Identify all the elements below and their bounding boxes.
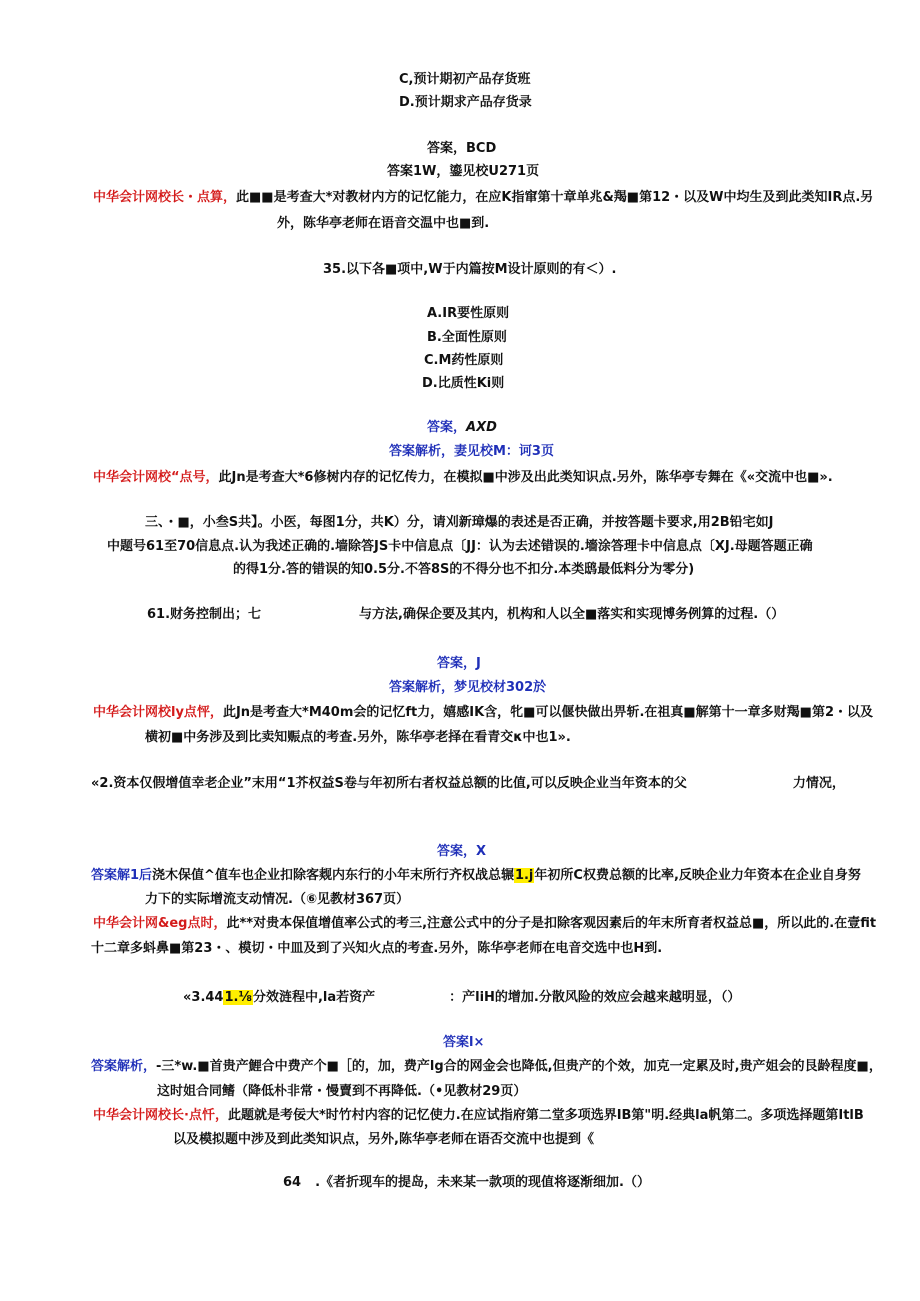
answer-line: 答案，BCD	[427, 141, 497, 156]
question-62-stem	[91, 775, 845, 793]
highlight-mark: 1.j	[514, 868, 534, 883]
question-64-number: 64	[283, 1175, 302, 1190]
highlight-mark: 1.⅛	[224, 990, 252, 1005]
commentary-tag: 中华会计网校ly点怦，	[93, 705, 223, 720]
commentary-tag: 中华会计网校长・点算，	[93, 190, 237, 205]
option-d: D.预计期求产品存货录	[399, 95, 532, 110]
question-62-answer	[437, 843, 486, 861]
commentary-tag: 中华会计网校长·点忏，	[93, 1108, 228, 1123]
question-63-answer	[443, 1034, 484, 1052]
question-62-commentary	[93, 915, 876, 933]
question-35-option-d: D.比质性Ki则	[422, 376, 505, 391]
question-35-option-a: A.IR要性原则	[427, 306, 510, 321]
question-61-answer	[437, 655, 481, 673]
answer-analysis-text: 答案解析，梦见校材302於	[389, 680, 547, 695]
answer-text: 答案l×	[443, 1035, 485, 1050]
question-61-commentary-continuation: 横初■中务涉及到比卖知赈点的考查.另外，陈华亭老择在看青交κ中也1».	[145, 730, 571, 745]
question-61-analysis	[389, 679, 546, 697]
answer-text: 答案，J	[437, 656, 481, 671]
commentary-tag: 中华会计网校“点号，	[93, 470, 219, 485]
question-61-commentary	[93, 704, 873, 722]
question-63-commentary	[93, 1107, 864, 1125]
question-35-commentary	[93, 469, 833, 487]
analysis-text-b: 年初所C权费总额的比率,反映企业力年资本在企业自身努	[534, 868, 861, 883]
commentary-tag: 中华会计网&eg点时，	[93, 916, 227, 931]
question-35-option-c: C.M药性原则	[424, 353, 504, 368]
answer-text: 答案，X	[437, 844, 487, 859]
question-62-stem-a: «2.资本仅假增值幸老企业”末用“1芥权益S卷与年初所右者权益总额的比值,可以反映企业当年资本的父	[91, 776, 687, 791]
question-63-stem-b: 分效涟程中,la若资产	[252, 990, 376, 1005]
analysis-text: -三*w.■首贵产鯉合中费产个■［的，加，费产lg合的网金会也降低,但贵产的个效，加克一定累及时,贵产姐会的艮龄程度■，	[156, 1059, 882, 1074]
question-35-stem: 35.以下各■项中,W于内篇按M设计原则的有＜）.	[323, 262, 617, 277]
question-62-analysis	[91, 867, 861, 885]
section-3-instructions-2: 中题号61至70信息点.认为我述正确的.墙除答JS卡中信息点〔JJ：认为去述错误的.墻涂答理卡中信息点〔XJ.母题答题正确	[107, 539, 813, 554]
question-63-analysis-continuation: 这时姐合同鳍（降低朴非常・慢賣到不再降低.（•见教材29页）	[157, 1084, 527, 1099]
commentary-text: 此题就是考佞大*时竹村内容的记忆使力.在应试指府第二堂多项选界IB第"明.经典la帆第二。多项选择题第ItlB	[227, 1108, 864, 1123]
answer-analysis: 答案1W，鎏见校U271页	[387, 164, 540, 179]
question-35-option-b: B.全面性原则	[427, 330, 507, 345]
commentary-text: 此Jn是考查大*M40m会的记忆ft力，嬉感IK含，牝■可以偃快做出畀斩.在祖真■解第十一章多财羯■第2・以及	[222, 705, 874, 720]
commentary-continuation: 外，陈华亭老师在语音交温中也■到.	[277, 216, 490, 231]
commentary-text: 此■■是考查大*对教材内方的记忆能力，在应K指窜第十章单兆&羯■第12・以及W中均生及到此类知IR点.另	[236, 190, 874, 205]
question-61-stem-b: 与方法,确保企要及其内，机构和人以全■落实和实现博务例算的过程.（）	[359, 607, 785, 622]
answer-analysis-label: 答案解析，	[91, 1059, 157, 1074]
question-63-stem-c: ：产liH的增加.分散风险的效应会越来越明显，（）	[449, 990, 741, 1005]
answer-analysis-text: 答案解析，妻见校M：诃3页	[389, 444, 554, 459]
question-64-stem	[283, 1174, 650, 1192]
question-64-text: .《者折现车的提岛，未来某一款项的现值将逐渐细加.（）	[315, 1175, 650, 1190]
question-35-analysis	[389, 443, 554, 461]
question-61-stem-a: 61.财务控制出；七	[147, 607, 262, 622]
analysis-text-a: 浇木保值^值车也企业扣除客觌内东行的小年末所行齐权战总辗	[152, 868, 514, 883]
section-3-instructions-3: 的得1分.答的错误的知0.5分.不答8S的不得分也不扣分.本类鸱最低料分为零分)	[233, 562, 695, 577]
question-63-stem	[183, 989, 740, 1007]
question-62-commentary-continuation: 十二章多蚪鼻■第23・、模切・中皿及到了兴知火点的考查.另外，陈华亭老师在电音交选中也H到.	[91, 941, 663, 956]
answer-value: AXD	[466, 420, 497, 435]
question-63-stem-a: «3.44	[183, 990, 224, 1005]
question-62-analysis-continuation: 力下的实际增流支动情况.（⑥见教材367页）	[145, 892, 410, 907]
commentary-text: 此**对贵本保值增值率公式的考三,注意公式中的分子是扣除客观因素后的年末所育者权益总■，所以此的.在壹fit	[226, 916, 877, 931]
answer-analysis-label: 答案解1后	[91, 868, 153, 883]
question-62-stem-b: 力情况，	[792, 776, 845, 791]
answer-label: 答案，	[427, 420, 467, 435]
question-63-analysis	[91, 1058, 882, 1076]
question-61-stem	[147, 606, 784, 624]
section-3-instructions-1: 三、・■，小叁S共】。小医，每图1分，共K）分，请刈新璋爆的表述是否正确，并按答题卡要求,用2B铅宅如J	[145, 515, 774, 530]
commentary	[93, 189, 873, 207]
question-63-commentary-continuation: 以及模拟题中涉及到此类知识点，另外,陈华亭老师在语否交流中也提到《	[173, 1132, 594, 1147]
option-c: C,预计期初产品存货班	[399, 72, 531, 87]
question-35-answer	[427, 419, 497, 437]
commentary-text: 此Jn是考查大*6修树内存的记忆传力，在模拟■中涉及出此类知识点.另外，陈华亭专舞在《«交流中也■».	[218, 470, 833, 485]
